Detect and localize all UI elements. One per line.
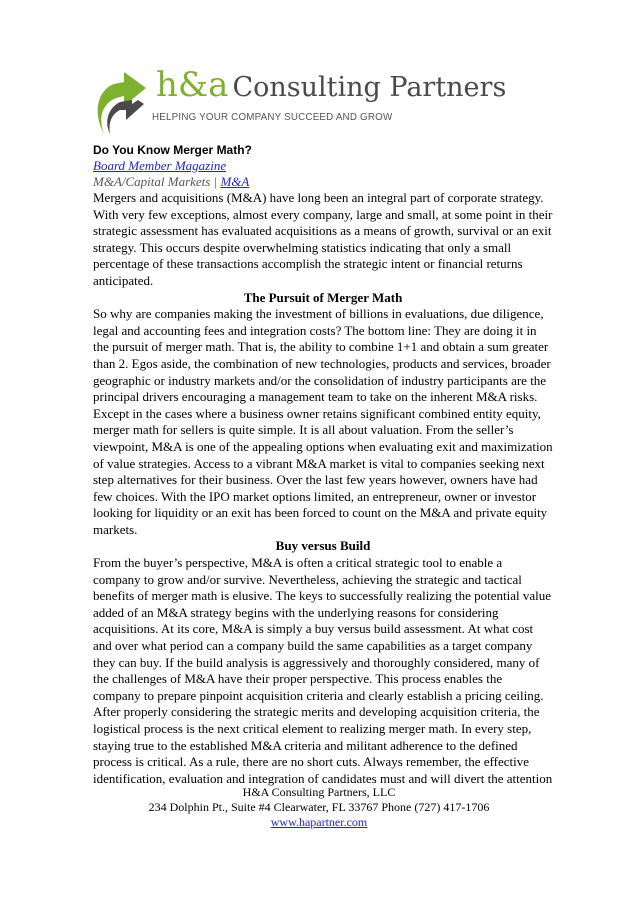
article-body — [93, 142, 553, 787]
tagline: HELPING YOUR COMPANY SUCCEED AND GROW — [152, 112, 393, 123]
footer-address: 234 Dolphin Pt., Suite #4 Clearwater, FL 33767 Phone (727) 417-1706 — [148, 800, 490, 814]
company-logo — [94, 65, 507, 146]
footer-website-link[interactable]: www.hapartner.com — [270, 815, 368, 829]
brand-name: Consulting Partners — [232, 72, 507, 103]
paragraph-3: Except in the cases where a business owner retains significant combined entity equity, merger math for sellers is quite simple. It is all about valuation. From the seller’s viewpoint, M&A is one of the appealing options when evaluating exit and maximization of value strategies. Access to a vibrant M&A market is vital to companies seeking next step alternatives for their business. Over the last few years however, owners have had few choices. With the IPO market options limited, an entrepreneur, owner or investor looking for liquidity or an exit has been forced to count on the M&A and private equity markets. — [93, 405, 553, 537]
article-title: Do You Know Merger Math? — [93, 143, 252, 157]
footer-company: H&A Consulting Partners, LLC — [242, 785, 396, 799]
growth-arrow-icon — [94, 70, 154, 138]
paragraph-4: From the buyer’s perspective, M&A is often a critical strategic tool to enable a company to grow and/or survive. Nevertheless, achieving the strategic and tactical benefits of merger math is elusive. The keys to successfully realizing the potential value added of an M&A strategy begins with the underlying reasons for considering acquisitions. At its core, M&A is simply a buy versus build assessment. At what cost and over what period can a company build the same capabilities as a target company they can buy. If the build analysis is aggressively and thoroughly considered, many of the challenges of M&A have their proper perspective. This process enables the company to prepare pinpoint acquisition criteria and clearly establish a pricing ceiling. — [93, 555, 551, 703]
category-link[interactable]: M&A — [220, 174, 250, 189]
heading-pursuit: The Pursuit of Merger Math — [243, 289, 403, 305]
category-prefix: M&A/Capital Markets | — [93, 174, 221, 189]
page-footer — [0, 785, 638, 830]
paragraph-2: So why are companies making the investment of billions in evaluations, due diligence, legal and accounting fees and integration costs? The bottom line: They are doing it in the pursuit of merger math. That is, the ability to combine 1+1 and obtain a sum greater than 2. Egos aside, the combination of new technologies, products and services, broader geographic or industry markets and/or the consolidation of industry participants are the principal drivers encouraging a management team to take on the inherent M&A risks. — [93, 306, 551, 405]
brand-ha: h&a — [156, 65, 229, 105]
brand-wordmark — [156, 65, 507, 105]
paragraph-5: After properly considering the strategic merits and developing acquisition criteria, the logistical process is the next critical element to realizing merger math. In every step, staying true to the established M&A criteria and militant adherence to the defined process is critical. As a rule, there are no short cuts. Always remember, the effective identification, evaluation and integration of candidates must and will divert the attention — [93, 704, 553, 786]
category-line — [93, 174, 553, 190]
heading-buy-vs-build: Buy versus Build — [275, 538, 371, 554]
source-link[interactable]: Board Member Magazine — [93, 158, 227, 173]
paragraph-1: Mergers and acquisitions (M&A) have long been an integral part of corporate strategy. With very few exceptions, almost every company, large and small, at some point in their strategic assessment has evaluated acquisitions as a means of growth, survival or an exit strategy. This occurs despite overwhelming statistics indicating that only a small percentage of these transactions accomplish the strategic intent or financial returns anticipated. — [93, 190, 553, 288]
